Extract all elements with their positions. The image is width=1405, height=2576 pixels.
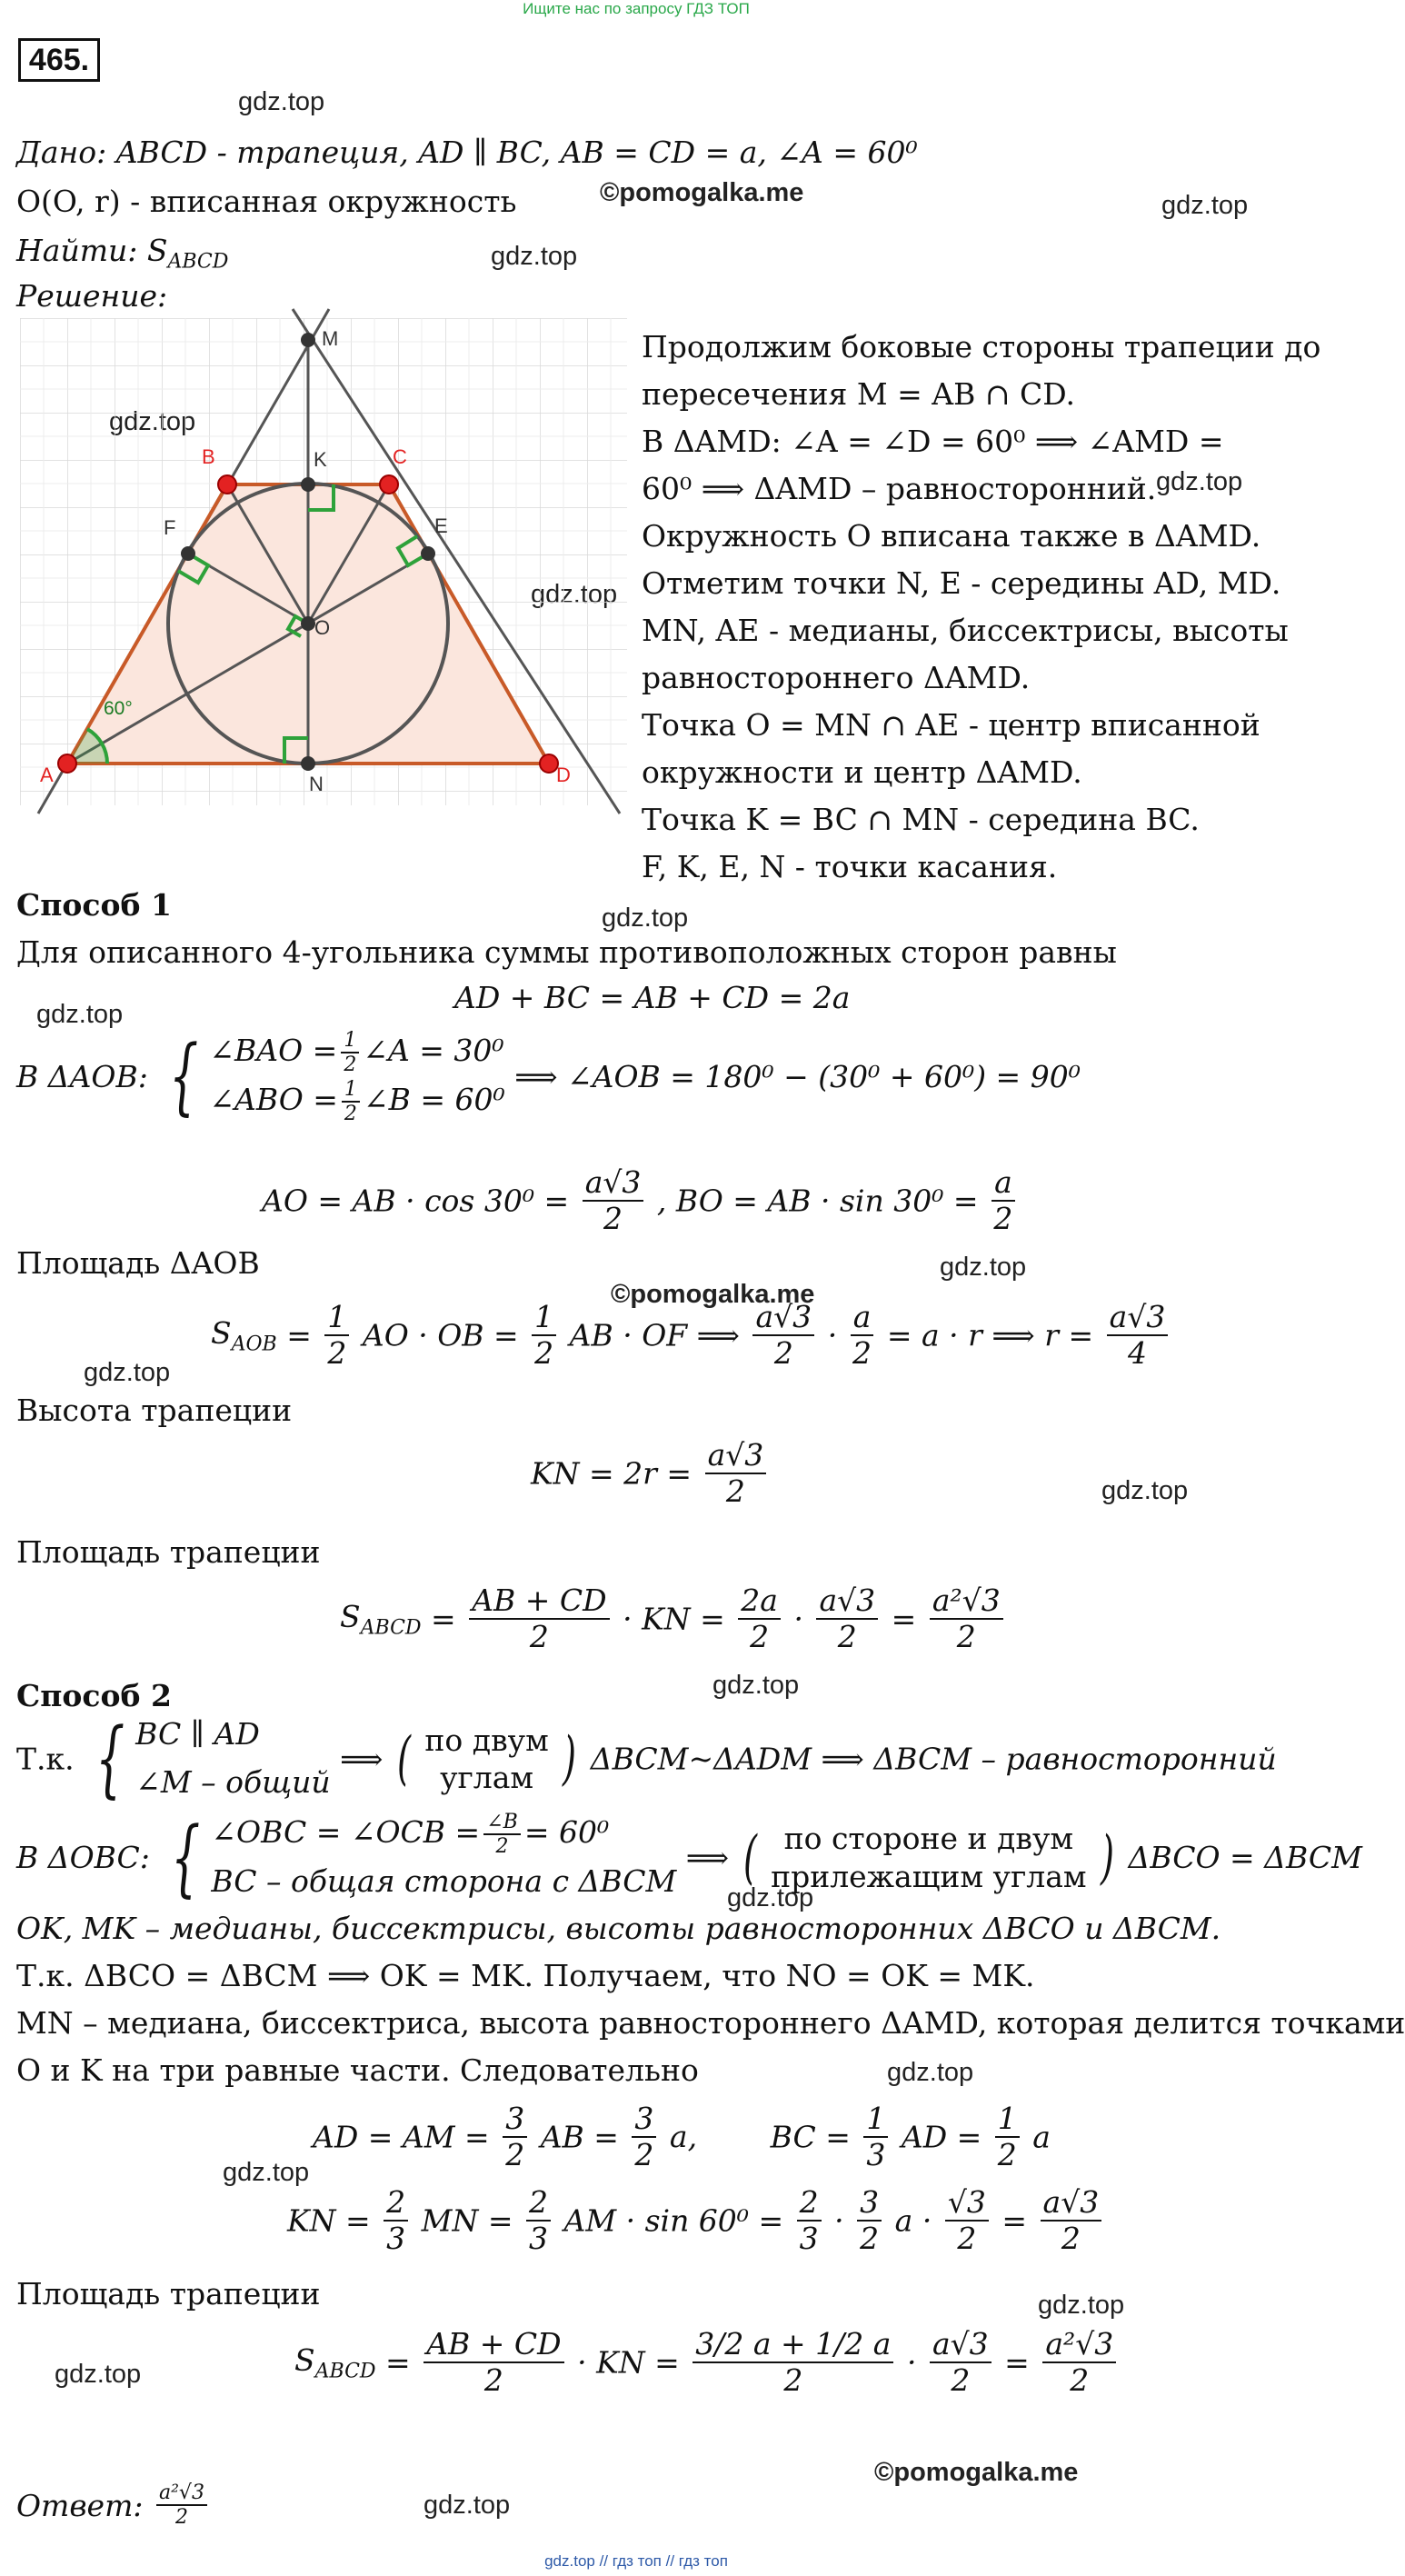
s-aob-eq: $S_{AOB}$ = $\frac{1}{2}$ AO · OB = $\frac{1}{2}$ AB · OF ⟹ $\frac{a√3}{2}$ · $\frac{a}{2}$ = a · r ⟹ r = $\frac{a√3}{4}$ <box>211 1300 1171 1371</box>
aob-system: В ΔAOB: { ∠BAO = $\frac{1}{2}$ ∠A = 30⁰ ∠ABO = $\frac{1}{2}$ ∠B = 60⁰ ⟹ ∠AOB = 180⁰ − (30⁰ + 60⁰) = 90⁰ <box>16 1027 1081 1126</box>
watermark: gdz.top <box>1038 2291 1125 2320</box>
label-k: K <box>314 448 327 471</box>
trapezoid-diagram <box>20 318 627 805</box>
find-line: Найти: $S_{ABCD}$ <box>16 233 229 274</box>
watermark: gdz.top <box>223 2158 310 2187</box>
top-notice: Ищите нас по запросу ГДЗ ТОП <box>523 0 750 17</box>
watermark: gdz.top <box>491 242 578 271</box>
method1-intro: Для описанного 4-угольника суммы противоположных сторон равны <box>16 934 1117 970</box>
watermark: gdz.top <box>55 2360 142 2389</box>
ok-line: O и K на три равные части. Следовательно <box>16 2052 699 2088</box>
label-m: M <box>322 327 339 350</box>
kn-eq2: KN = $\frac{2}{3}$ MN = $\frac{2}{3}$ AM · sin 60⁰ = $\frac{2}{3}$ · $\frac{3}{2}$ a · $\frac{√3}{2}$ = $\frac{a√3}{2}$ <box>287 2185 1105 2256</box>
watermark: gdz.top <box>602 904 689 933</box>
watermark: ©pomogalka.me <box>874 2458 1079 2487</box>
given-line: O(O, r) - вписанная окружность <box>16 184 517 219</box>
watermark: ©pomogalka.me <box>600 178 804 207</box>
area-label: Площадь трапеции <box>16 1534 321 1570</box>
answer: Ответ: $\frac{\text{a²√3}}{2}$ <box>16 2481 211 2530</box>
s-abcd-eq1: $S_{ABCD}$ = $\frac{AB + CD}{2}$ · KN = $\frac{2a}{2}$ · $\frac{a√3}{2}$ = $\frac{\text{a²√3}}{2}$ <box>340 1583 1007 1654</box>
label-f: F <box>164 516 176 539</box>
label-e: E <box>434 514 448 537</box>
watermark: gdz.top <box>887 2058 974 2087</box>
footer: gdz.top // гдз топ // гдз топ <box>544 2552 728 2570</box>
ok-mk-line: OK, MK – медианы, биссектрисы, высоты равносторонних ΔBCO и ΔBCM. <box>16 1911 1221 1946</box>
label-angle: 60° <box>104 698 133 719</box>
area-label-2: Площадь трапеции <box>16 2276 321 2311</box>
kn-eq: KN = 2r = $\frac{a√3}{2}$ <box>531 1438 770 1509</box>
watermark: gdz.top <box>84 1358 171 1387</box>
watermark: gdz.top <box>1156 467 1243 496</box>
method1-title: Способ 1 <box>16 887 172 923</box>
mn-line: MN – медиана, биссектриса, высота равностороннего ΔAMD, которая делится точками <box>16 2005 1405 2041</box>
label-c: C <box>393 445 407 468</box>
watermark: gdz.top <box>423 2491 511 2520</box>
similarity-line: Т.к. { BC ∥ AD ∠M – общий ⟹ ( по двум углам ) ΔBCM~ΔADM ⟹ ΔBCM – равносторонний <box>16 1709 1277 1807</box>
watermark: gdz.top <box>238 87 325 116</box>
watermark: gdz.top <box>1161 191 1249 220</box>
solution-label: Решение: <box>16 278 168 314</box>
s-abcd-eq2: $S_{ABCD}$ = $\frac{AB + CD}{2}$ · KN = $\frac{3/2 a + 1/2 a}{2}$ · $\frac{a√3}{2}$ = $\frac{\text{a²√3}}{2}$ <box>294 2327 1120 2398</box>
label-b: B <box>202 445 215 468</box>
ad-bc-eq: AD = AM = $\frac{3}{2}$ AB = $\frac{3}{2}$ a, BC = $\frac{1}{3}$ AD = $\frac{1}{2}$ a <box>313 2101 1051 2172</box>
tk2-line: Т.к. ΔBCO = ΔBCM ⟹ OK = MK. Получаем, что NO = OK = MK. <box>16 1958 1035 1993</box>
watermark: gdz.top <box>1101 1476 1189 1505</box>
obc-system: В ΔOBC: { ∠OBC = ∠OCB = $\frac{\angle B}{2}$ = 60⁰ BC – общая сторона с ΔBCM ⟹ ( по стороне и двум прилежащим углам ) ΔBCO = ΔBCM <box>16 1808 1362 1906</box>
ao-bo-eq: AO = AB · cos 30⁰ = $\frac{a√3}{2}$ , BO = AB · sin 30⁰ = $\frac{a}{2}$ <box>262 1165 1019 1236</box>
task-number: 465. <box>18 38 100 82</box>
label-o: O <box>314 616 331 639</box>
watermark: gdz.top <box>940 1253 1027 1282</box>
watermark: gdz.top <box>727 1883 814 1912</box>
label-n: N <box>309 773 324 795</box>
height-label: Высота трапеции <box>16 1393 293 1428</box>
eq-sum: AD + BC = AB + CD = 2a <box>454 980 851 1015</box>
right-explanation: Продолжим боковые стороны трапеции до пересечения M = AB ∩ CD. В ΔAMD: ∠A = ∠D = 60⁰ ⟹ ∠AMD = 60⁰ ⟹ ΔAMD – равносторонний. Окружность O вписана также в ΔAMD. Отметим точки N, E - середины AD, MD. MN, AE - медианы, биссектрисы, высоты равностороннего ΔAMD. Точка O = MN ∩ AE - центр вписанной окружности и центр ΔAMD. Точка K = BC ∩ MN - середина BC. F, K, E, N - точки касания. <box>642 329 1321 884</box>
watermark: gdz.top <box>36 1000 124 1029</box>
watermark: ©pomogalka.me <box>611 1280 815 1309</box>
label-d: D <box>556 764 571 786</box>
given-line: Дано: ABCD - трапеция, AD ∥ BC, AB = CD = a, ∠A = 60⁰ <box>16 135 918 170</box>
method2-title: Способ 2 <box>16 1678 172 1713</box>
label-a: A <box>40 764 54 786</box>
watermark: gdz.top <box>712 1671 800 1700</box>
area-aob-label: Площадь ΔAOB <box>16 1245 260 1281</box>
